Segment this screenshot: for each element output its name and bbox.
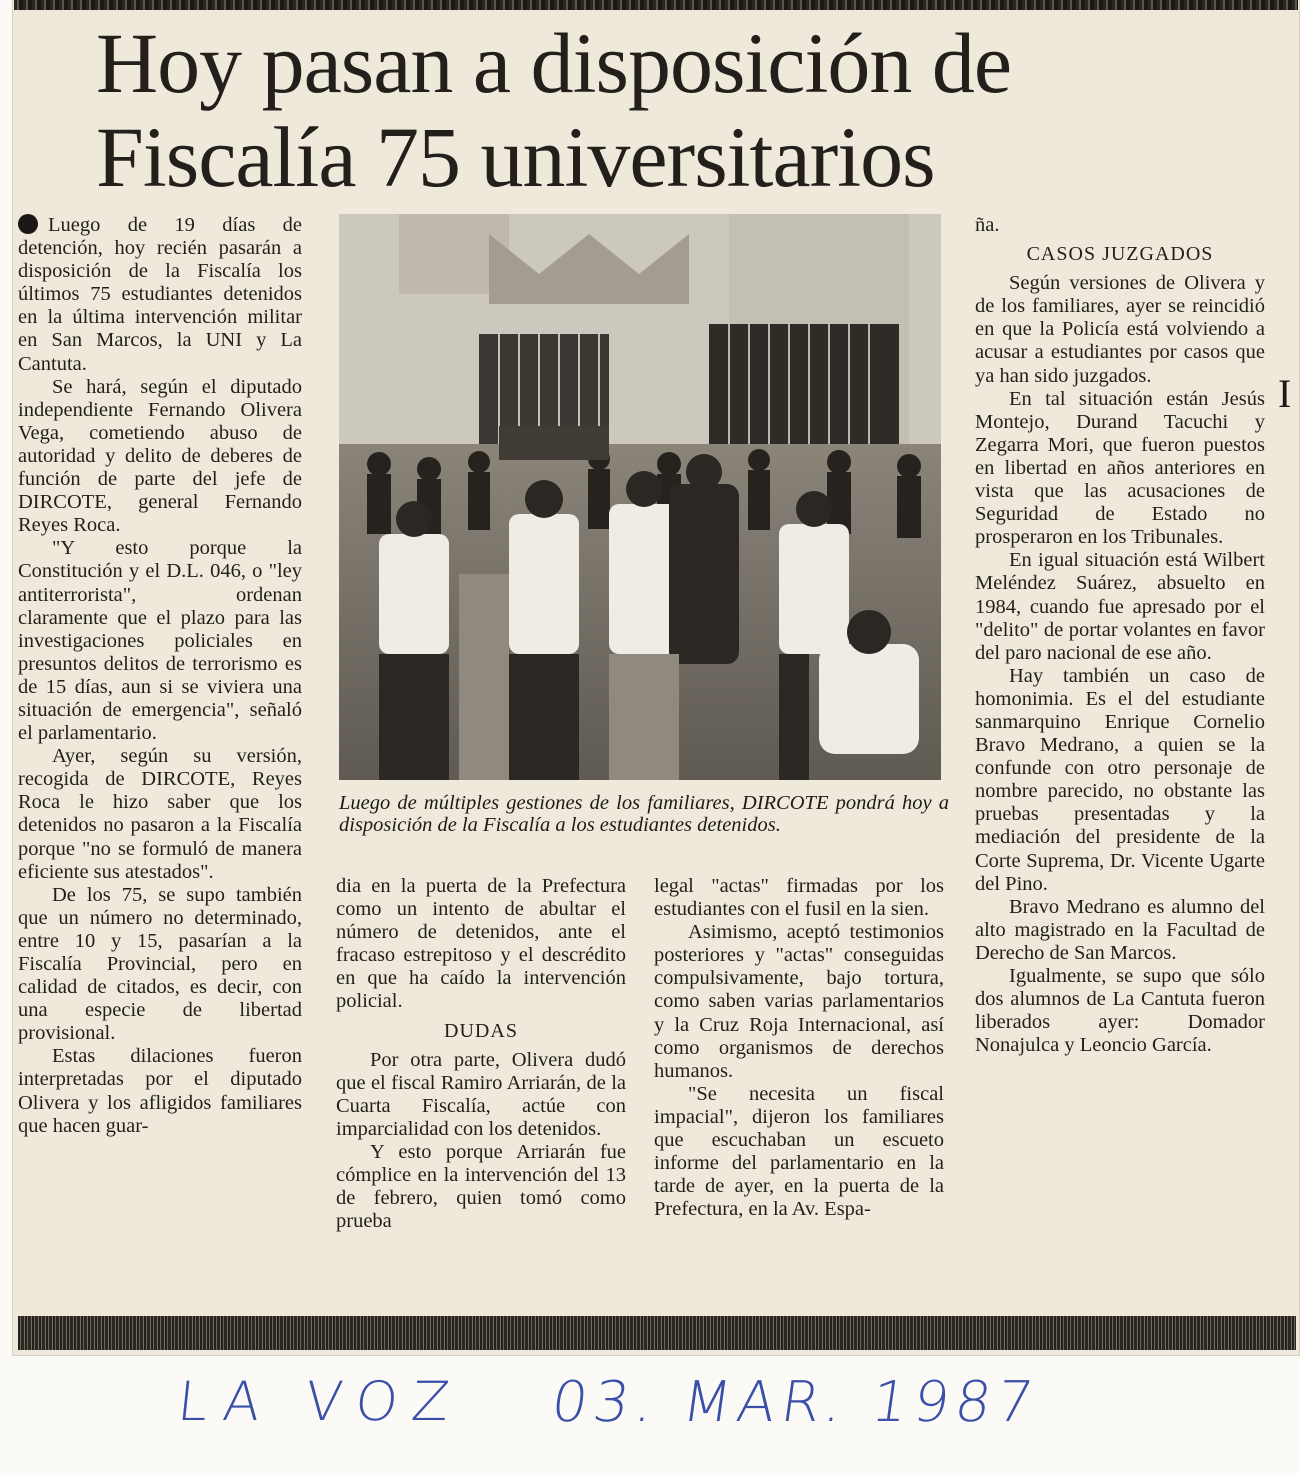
article-column-3	[654, 875, 944, 1221]
paragraph: Estas dilaciones fueron interpretadas por el diputado Olivera y los afligidos familiares que hacen guar-	[18, 1045, 302, 1137]
article-column-1	[18, 214, 302, 1138]
bullet-icon	[18, 214, 38, 234]
news-photo	[339, 214, 941, 780]
paragraph: ña.	[975, 214, 1000, 236]
paragraph: Y esto porque Arriarán fue cómplice en la intervención del 13 de febrero, quien tomó como prueba	[336, 1141, 626, 1233]
paragraph: Bravo Medrano es alumno del alto magistrado en la Facultad de Derecho de San Marcos.	[975, 895, 1265, 964]
paragraph: "Se necesita un fiscal impacial", dijeron los familiares que escuchaban un escueto informe del parlamentario en la tarde de ayer, en la puerta de la Prefectura, en la Av. Espa-	[654, 1082, 944, 1221]
top-rule	[14, 0, 1298, 10]
headline	[96, 16, 1236, 204]
paragraph: dia en la puerta de la Prefectura como un intento de abultar el número de detenidos, ante el fracaso estrepitoso y el descrédito en que ha caído la intervención policial.	[336, 875, 626, 1013]
paragraph: Ayer, según su versión, recogida de DIRCOTE, Reyes Roca le hizo saber que los detenidos no pasaron a la Fiscalía porque "no se formuló de manera eficiente sus atestados".	[18, 745, 302, 883]
subhead-casos-juzgados: CASOS JUZGADOS	[1026, 243, 1214, 266]
paragraph: legal "actas" firmadas por los estudiantes con el fusil en la sien.	[654, 875, 944, 921]
headline-line-1: Hoy pasan a disposición de	[96, 15, 1012, 111]
paragraph: De los 75, se supo también que un número no determinado, entre 10 y 15, pasarían a la Fiscalía Provincial, pero en calidad de citados, es decir, con una especie de libertad provisional.	[18, 883, 302, 1045]
article-column-2	[336, 875, 626, 1233]
article-column-4	[975, 214, 1265, 1057]
paragraph: Según versiones de Olivera y de los familiares, ayer se reincidió en que la Policía está volviendo a acusar a estudiantes por casos que ya han sido juzgados.	[975, 272, 1265, 387]
paragraph-text: Luego de 19 días de detención, hoy recién pasarán a disposición de la Fiscalía los últimos 75 estudiantes detenidos en la última intervención militar en San Marcos, la UNI y La Cantuta.	[18, 214, 302, 375]
paragraph: En igual situación está Wilbert Meléndez Suárez, absuelto en 1984, cuando fue apresado por el "delito" de portar volantes en favor del paro nacional de ese año.	[975, 549, 1265, 664]
paragraph: En tal situación están Jesús Montejo, Durand Tacuchi y Zegarra Mori, que fueron puestos en libertad en años anteriores en vista que las acusaciones de Seguridad de Estado no prosperaron en los Tribunales.	[975, 387, 1265, 549]
paragraph: Asimismo, aceptó testimonios posteriores y "actas" conseguidas compulsivamente, bajo tortura, como saben varias parlamentarios y la Cruz Roja Internacional, así como organismos de derechos humanos.	[654, 921, 944, 1082]
headline-line-2: Fiscalía 75 universitarios	[96, 109, 935, 205]
handwritten-source: LA VOZ	[174, 1370, 467, 1433]
paragraph: Igualmente, se supo que sólo dos alumnos de La Cantuta fueron liberados ayer: Domador Nonajulca y Leoncio García.	[975, 965, 1265, 1057]
crowd-photo-illustration	[339, 214, 941, 780]
photo-caption: Luego de múltiples gestiones de los familiares, DIRCOTE pondrá hoy a disposición de la Fiscalía a los estudiantes detenidos.	[339, 792, 949, 836]
subhead-dudas: DUDAS	[444, 1019, 518, 1042]
paragraph: Se hará, según el diputado independiente Fernando Olivera Vega, cometiendo abuso de autoridad y delito de deberes de función de parte del jefe de DIRCOTE, general Fernando Reyes Roca.	[18, 375, 302, 537]
paragraph: Hay también un caso de homonimia. Es el del estudiante sanmarquino Enrique Cornelio Bravo Medrano, a quien se la confunde con otro personaje de nombre parecido, no obstante las pruebas presentadas y la mediación del presidente de la Corte Suprema, Dr. Vicente Ugarte del Pino.	[975, 664, 1265, 895]
handwritten-date: 03. MAR. 1987	[547, 1370, 1044, 1435]
bottom-rule	[18, 1316, 1296, 1350]
paragraph	[18, 214, 302, 376]
paragraph: "Y esto porque la Constitución y el D.L. 046, o "ley antiterrorista", ordenan claramente que el plazo para las investigaciones policiales en presuntos delitos de terrorismo es de 15 días, aun si se viviera una situación de emergencia", señaló el parlamentario.	[18, 537, 302, 745]
paragraph: Por otra parte, Olivera dudó que el fiscal Ramiro Arriarán, de la Cuarta Fiscalía, actúe con imparcialidad con los detenidos.	[336, 1048, 626, 1140]
margin-mark: I	[1278, 371, 1292, 416]
